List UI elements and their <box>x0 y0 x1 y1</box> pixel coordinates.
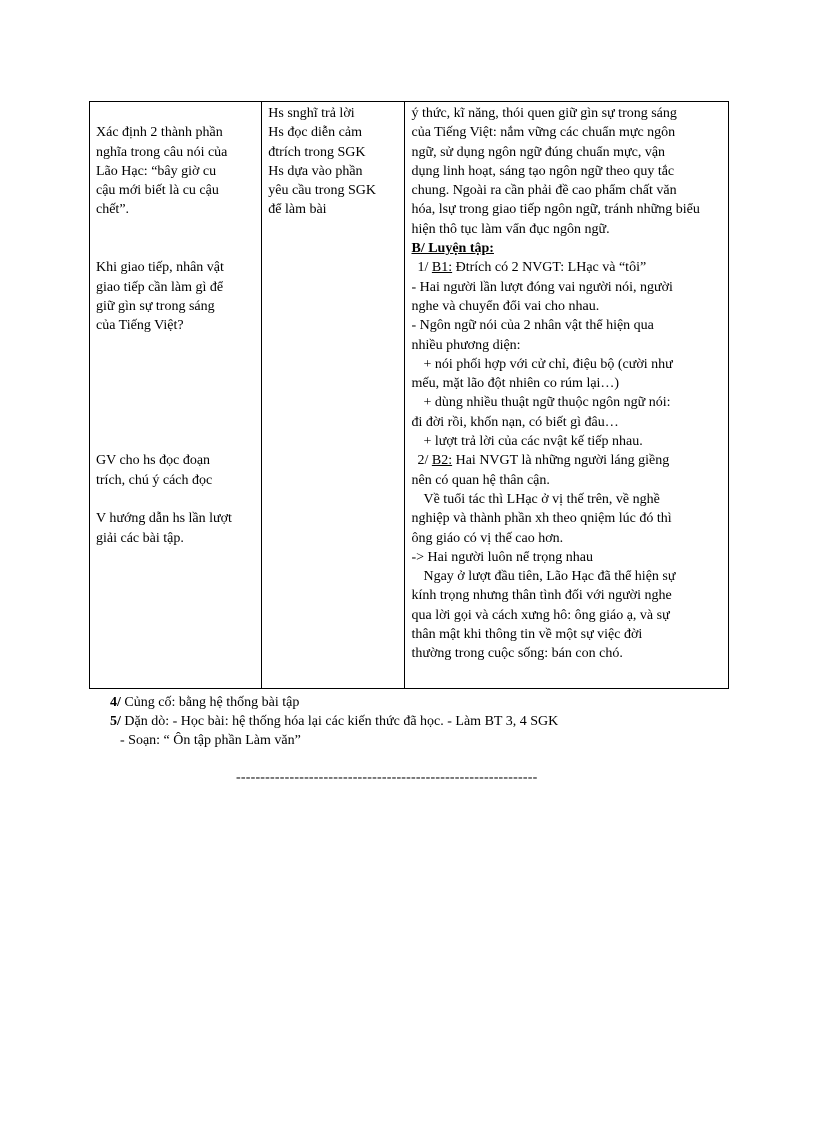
content-line: của Tiếng Việt: nắm vững các chuẩn mực ngôn <box>411 125 676 141</box>
end-divider: -------------------------------------------------------------- <box>236 770 538 785</box>
content-cell <box>405 102 729 689</box>
content-line: kính trọng nhưng thân tình đối với người nghe <box>411 588 672 604</box>
content-line: hiện thô tục làm vẩn đục ngôn ngữ. <box>411 221 610 237</box>
content-line: mếu, mặt lão đột nhiên co rúm lại…) <box>411 376 620 392</box>
content-line: nhiều phương diện: <box>411 337 521 353</box>
student-line: Hs đọc diễn cảm <box>268 125 362 141</box>
content-line: ngữ, sử dụng ngôn ngữ đúng chuẩn mực, vận <box>411 144 666 160</box>
content-line: ý thức, kĩ năng, thói quen giữ gìn sự trong sáng <box>411 106 677 121</box>
section-heading: B/ Luyện tập: <box>411 241 494 257</box>
student-line: yêu cầu trong SGK <box>268 183 376 199</box>
student-line: Hs dựa vào phần <box>268 163 363 179</box>
question-line: giữ gìn sự trong sáng <box>96 298 215 314</box>
content-line: nên có quan hệ thân cận. <box>411 472 550 488</box>
instruction-line: GV cho hs đọc đoạn <box>96 453 211 469</box>
content-line: + dùng nhiều thuật ngữ thuộc ngôn ngữ nói: <box>423 395 671 411</box>
instruction-line: giải các bài tập. <box>96 530 184 546</box>
content-line: nghe và chuyển đổi vai cho nhau. <box>411 298 600 314</box>
content-line: qua lời gọi và cách xưng hô: ông giáo ạ, và sự <box>411 607 670 623</box>
content-line: ông giáo có vị thế cao hơn. <box>411 530 564 546</box>
exercise-2-heading: 2/ B2: Hai NVGT là những người láng giềng <box>417 453 670 469</box>
content-line: -> Hai người luôn nể trọng nhau <box>411 549 594 565</box>
student-line: để làm bài <box>268 202 327 218</box>
teacher-activity-cell <box>90 102 262 689</box>
content-line: Về tuổi tác thì LHạc ở vị thế trên, về nghề <box>423 491 660 507</box>
content-line: + nói phối hợp với cử chỉ, điệu bộ (cười như <box>423 356 673 372</box>
instruction-line: V hướng dẫn hs lần lượt <box>96 511 232 527</box>
student-line: đtrích trong SGK <box>268 144 366 160</box>
lesson-table <box>89 101 729 689</box>
content-line: hóa, lsự trong giao tiếp ngôn ngữ, tránh những biểu <box>411 202 700 218</box>
content-line: thường trong cuộc sống: bán con chó. <box>411 646 623 662</box>
content-line: dụng linh hoạt, sáng tạo ngôn ngữ theo quy tắc <box>411 163 675 179</box>
preparation-note: - Soạn: “ Ôn tập phần Làm văn” <box>120 733 301 748</box>
table-row <box>90 102 729 689</box>
student-activity-cell <box>262 102 405 689</box>
question-line: Lão Hạc: “bây giờ cu <box>96 163 217 179</box>
homework-note: 5/ Dặn dò: - Học bài: hệ thống hóa lại các kiến thức đã học. - Làm BT 3, 4 SGK <box>110 714 559 729</box>
question-line: Khi giao tiếp, nhân vật <box>96 260 224 276</box>
exercise-1-heading: 1/ B1: Đtrích có 2 NVGT: LHạc và “tôi” <box>417 260 647 276</box>
content-line: + lượt trả lời của các nvật kế tiếp nhau. <box>423 434 643 450</box>
content-line: nghiệp và thành phần xh theo qniệm lúc đó thì <box>411 511 672 527</box>
consolidation-note: 4/ Củng cố: bằng hệ thống bài tập <box>110 695 300 710</box>
lesson-notes <box>110 693 558 750</box>
student-line: Hs snghĩ trả lời <box>268 106 355 121</box>
question-line: Xác định 2 thành phần <box>96 125 223 141</box>
question-line: của Tiếng Việt? <box>96 318 184 334</box>
content-line: đi đời rồi, khốn nạn, có biết gì đâu… <box>411 414 619 430</box>
question-line: nghĩa trong câu nói của <box>96 144 228 160</box>
content-line: thân mật khi thông tin về một sự việc đời <box>411 627 643 643</box>
content-line: - Ngôn ngữ nói của 2 nhân vật thể hiện qua <box>411 318 654 334</box>
question-line: chết”. <box>96 202 130 218</box>
exercise-2-label: B2: <box>431 453 453 469</box>
instruction-line: trích, chú ý cách đọc <box>96 472 213 488</box>
content-line: Ngay ở lượt đầu tiên, Lão Hạc đã thể hiện sự <box>423 569 676 585</box>
exercise-1-label: B1: <box>431 260 453 276</box>
question-line: giao tiếp cần làm gì để <box>96 279 224 295</box>
content-line: - Hai người lần lượt đóng vai người nói, người <box>411 279 673 295</box>
question-line: cậu mới biết là cu cậu <box>96 183 219 199</box>
content-line: chung. Ngoài ra cần phải đề cao phẩm chất văn <box>411 183 677 199</box>
